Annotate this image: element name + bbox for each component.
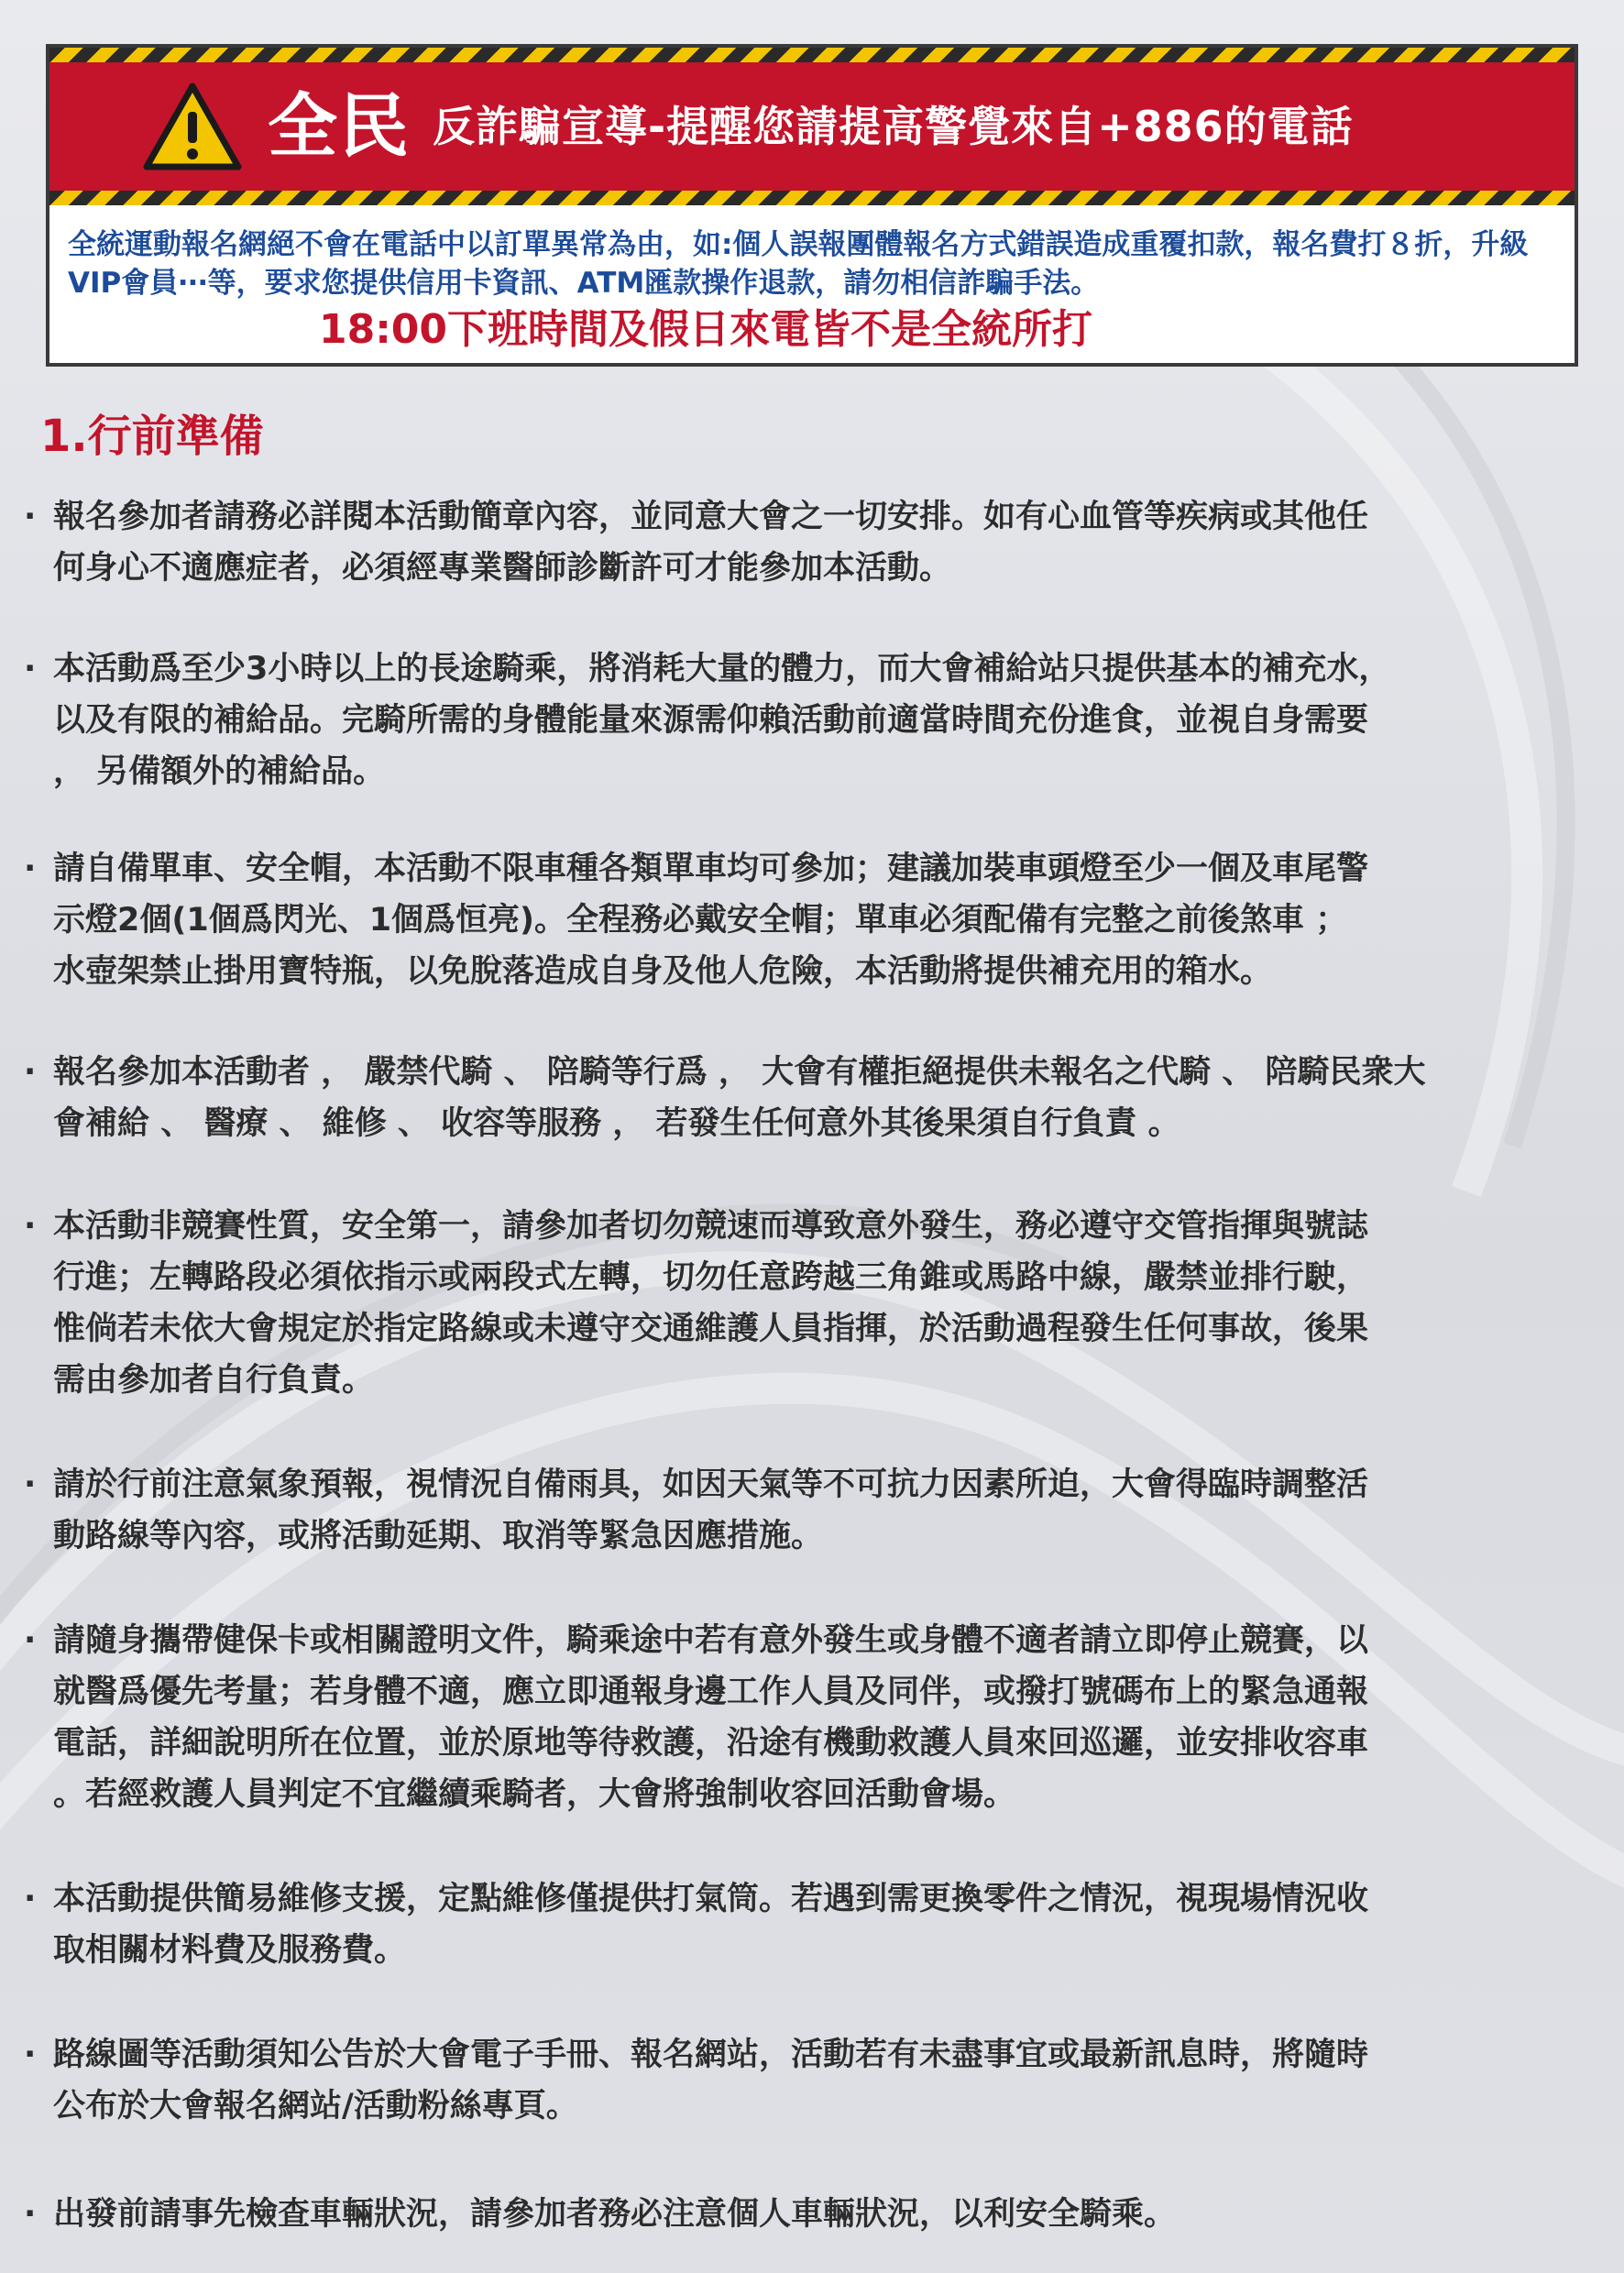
list-item [24, 1047, 1591, 1149]
bullet: · [24, 1054, 37, 1091]
bullet: · [24, 1208, 37, 1245]
warning-body-text: 全統運動報名網絕不會在電話中以訂單異常為由，如:個人誤報團體報名方式錯誤造成重覆扣款，報名費打８折，升級VIP會員‧‧‧等，要求您提供信用卡資訊、ATM匯款操作退款，請勿相信詐騙手法。 [68, 228, 1529, 300]
list-item [24, 1615, 1591, 1820]
warning-headline: 反詐騙宣導-提醒您請提高警覺來自+886的電話 [433, 102, 1354, 151]
list-item-text: 本活動爲至少3小時以上的長途騎乘，將消耗大量的體力，而大會補給站只提供基本的補充水， 以及有限的補給品。完騎所需的身體能量來源需仰賴活動前適當時間充份進食，並視自身需要 ， 另備額外的補給品。 [53, 651, 1391, 790]
list-item [24, 1201, 1591, 1406]
list-item [24, 2189, 1591, 2240]
list-item-text: 報名參加本活動者 ， 嚴禁代騎 、 陪騎等行爲 ， 大會有權拒絕提供未報名之代騎 、 陪騎民衆大 會補給 、 醫療 、 維修 、 收容等服務 ， 若發生任何意外其後果須自行負責 。 [53, 1054, 1426, 1142]
brand-tag: 全民 [268, 85, 411, 167]
list-item-text: 路線圖等活動須知公告於大會電子手冊、報名網站，活動若有未盡事宜或最新訊息時，將隨時 公布於大會報名網站/活動粉絲專頁。 [53, 2037, 1369, 2125]
list-item-text: 請自備單車、安全帽，本活動不限車種各類單車均可參加；建議加裝車頭燈至少一個及車尾警 示燈2個(1個爲閃光、1個爲恒亮)。全程務必戴安全帽；單車必須配備有完整之前後煞車 ； 水壺架禁止掛用寶特瓶，以免脫落造成自身及他人危險，本活動將提供補充用的箱水。 [53, 851, 1369, 990]
fraud-warning-banner [46, 44, 1578, 367]
list-item-text: 請於行前注意氣象預報，視情況自備雨具，如因天氣等不可抗力因素所迫，大會得臨時調整活 動路線等內容，或將活動延期、取消等緊急因應措施。 [53, 1466, 1369, 1554]
list-item [24, 1459, 1591, 1562]
list-item-text: 本活動非競賽性質，安全第一，請參加者切勿競速而導致意外發生，務必遵守交管指揮與號誌 行進；左轉路段必須依指示或兩段式左轉，切勿任意跨越三角錐或馬路中線，嚴禁並排行駛， 惟倘若未依大會規定於指定路線或未遵守交通維護人員指揮，於活動過程發生任何事故，後果 需由參加者自行負責。 [53, 1208, 1369, 1399]
list-item [24, 2029, 1591, 2132]
list-item-text: 本活動提供簡易維修支援，定點維修僅提供打氣筒。若遇到需更換零件之情況，視現場情況收 取相關材料費及服務費。 [53, 1881, 1369, 1969]
list-item-text: 請隨身攜帶健保卡或相關證明文件，騎乘途中若有意外發生或身體不適者請立即停止競賽，以 就醫爲優先考量；若身體不適，應立即通報身邊工作人員及同伴，或撥打號碼布上的緊急通報 電話，詳細說明所在位置，並於原地等待救護，沿途有機動救護人員來回巡邏，並安排收容車 。若經救護人員判定不宜繼續乘騎者，大會將強制收容回活動會場。 [53, 1622, 1369, 1813]
bullet: · [24, 851, 37, 887]
section-title: 1.行前準備 [40, 411, 264, 462]
list-item-text: 報名參加者請務必詳閱本活動簡章內容，並同意大會之一切安排。如有心血管等疾病或其他任 何身心不適應症者，必須經專業醫師診斷許可才能參加本活動。 [53, 499, 1369, 587]
warning-highlight-text: 18:00下班時間及假日來電皆不是全統所打 [318, 306, 1093, 353]
list-item [24, 1873, 1591, 1976]
bullet: · [24, 651, 37, 687]
warning-header [49, 62, 1575, 191]
list-item [24, 843, 1591, 997]
bullet: · [24, 1622, 37, 1659]
list-item [24, 491, 1591, 594]
bullet: · [24, 499, 37, 535]
list-item-text: 出發前請事先檢查車輛狀況，請參加者務必注意個人車輛狀況，以利安全騎乘。 [53, 2196, 1177, 2233]
list-item [24, 643, 1591, 797]
bullet: · [24, 1881, 37, 1917]
hazard-stripe-top [49, 48, 1575, 62]
hazard-stripe-bottom [49, 191, 1575, 205]
bullet: · [24, 1466, 37, 1503]
warning-triangle-icon [141, 81, 244, 172]
bullet: · [24, 2196, 37, 2233]
bullet: · [24, 2037, 37, 2073]
